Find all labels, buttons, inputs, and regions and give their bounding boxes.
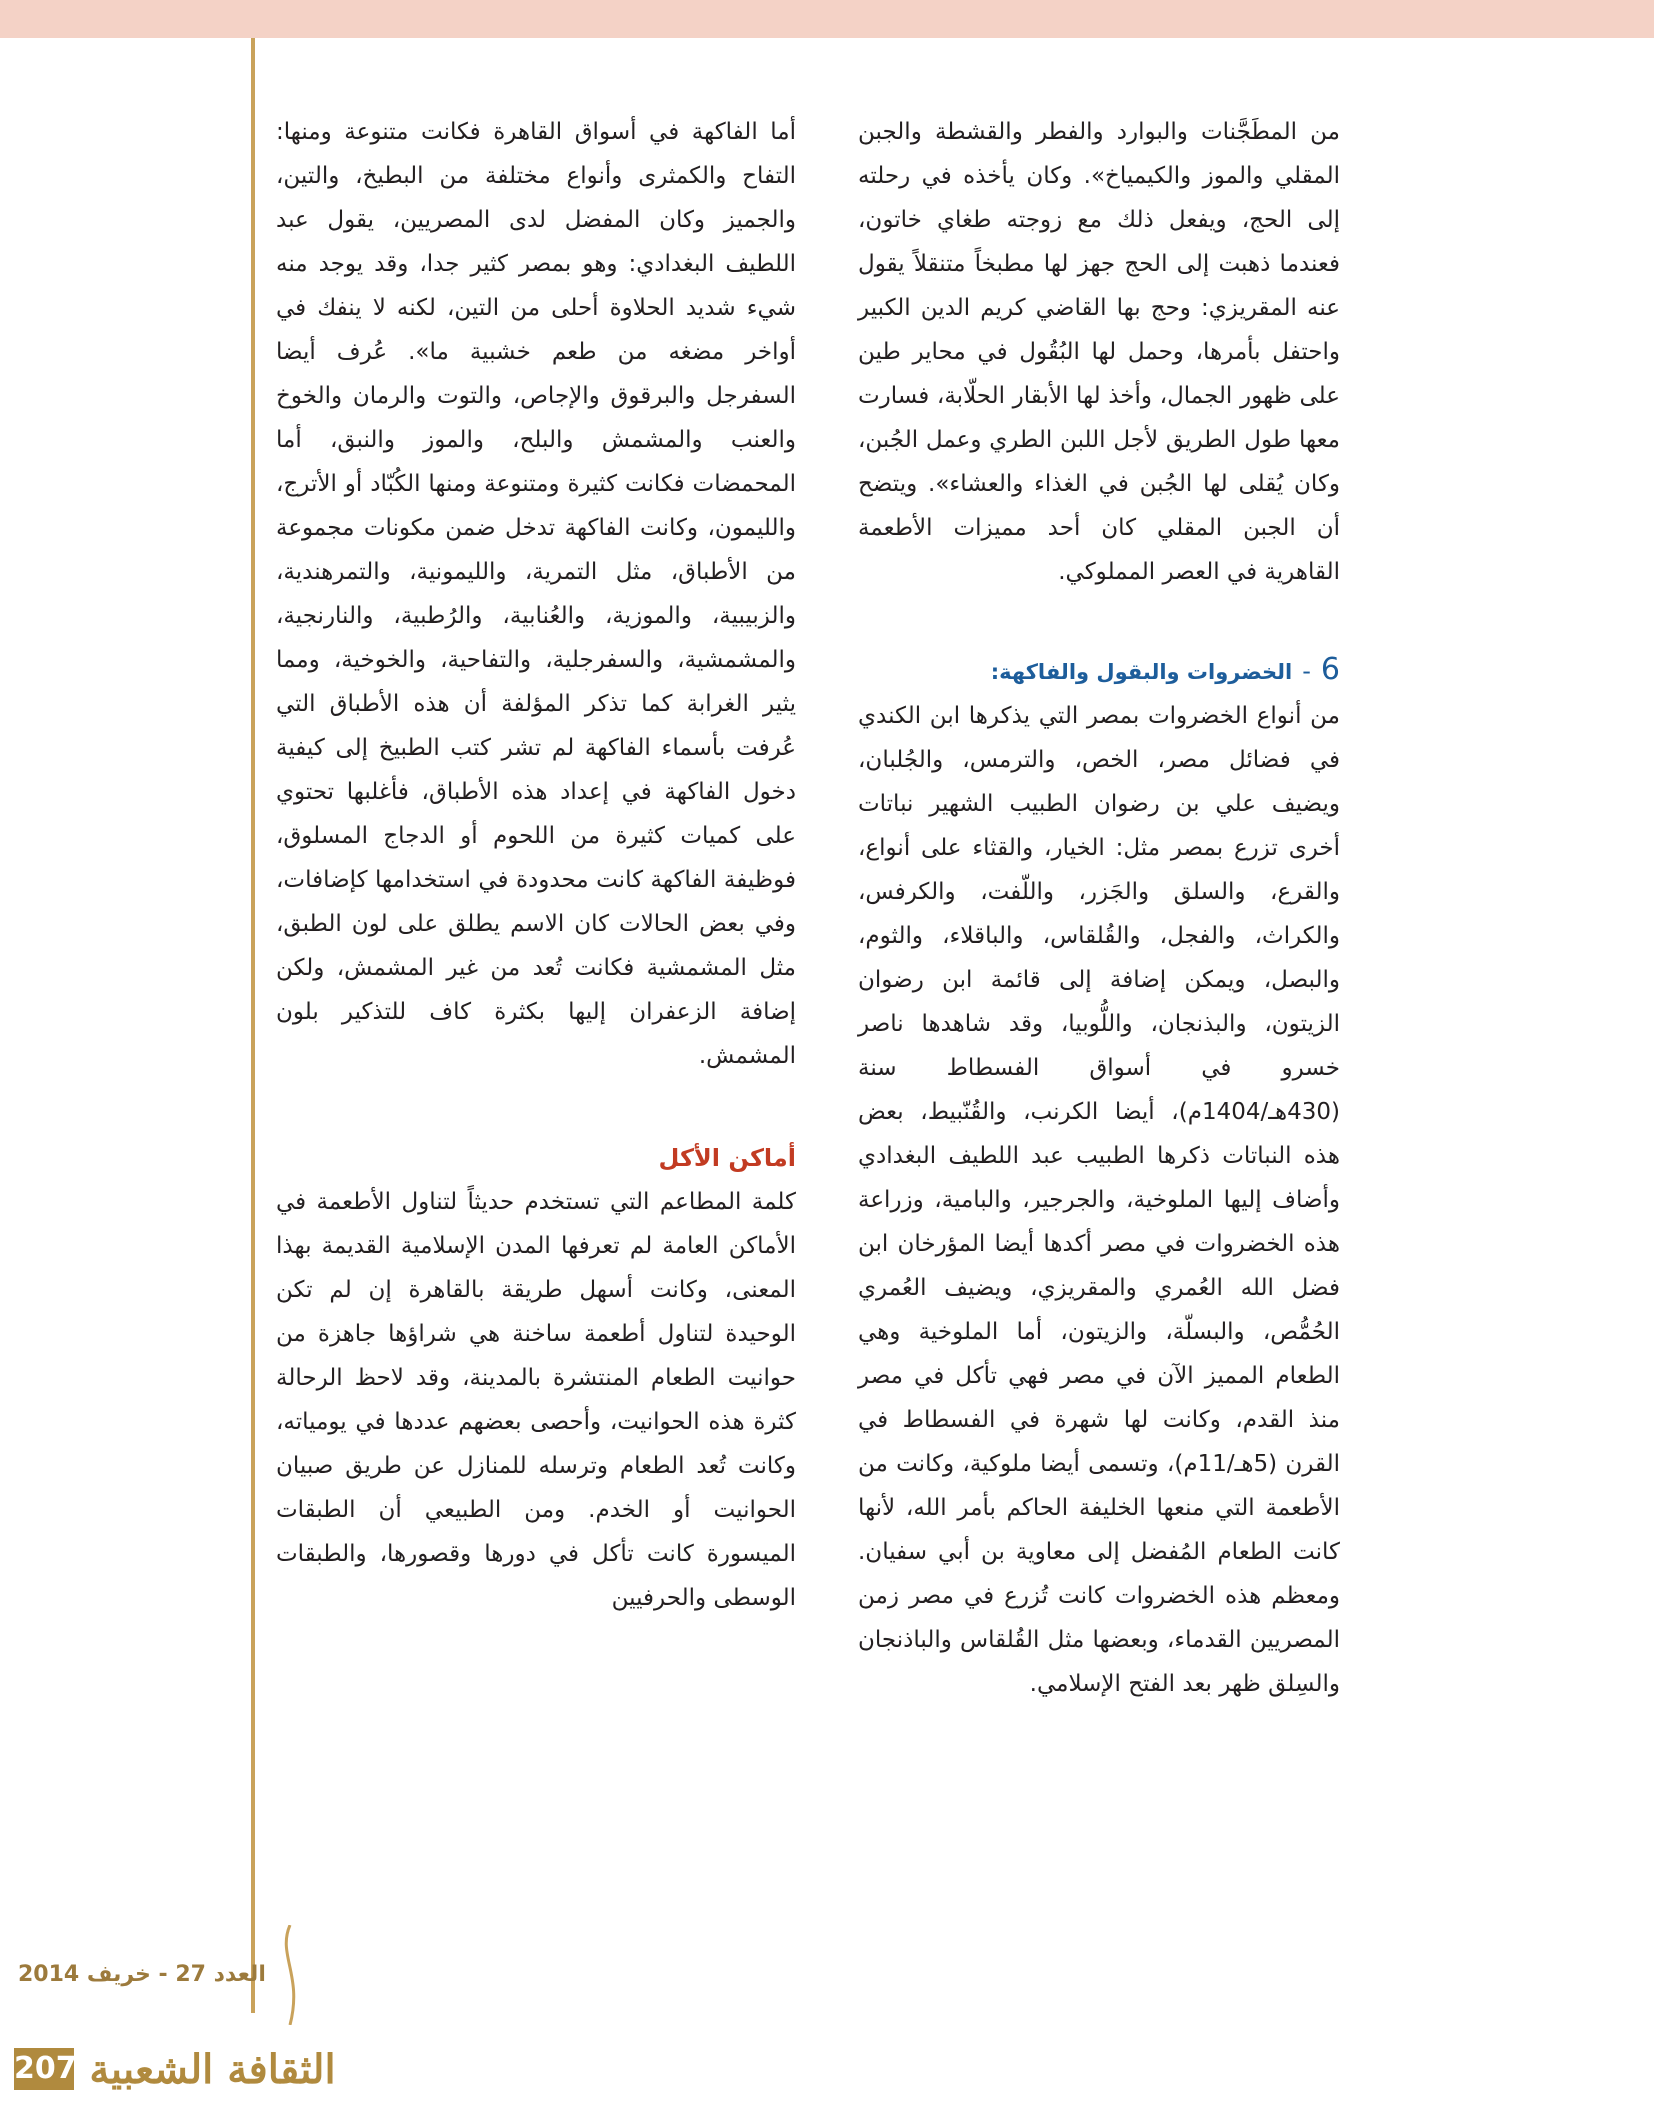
magazine-logo: الثقافة الشعبية [89,2046,336,2093]
margin-rule [251,38,255,2013]
section-dash: - [1302,657,1311,685]
section-title: الخضروات والبقول والفاكهة: [990,660,1293,684]
places-heading: أماكن الأكل [658,1144,796,1172]
right-paragraph-1: من المطَجَّنات والبوارد والفطر والقشطة والجبن المقلي والموز والكيمياخ». وكان يأخذه في رحلته إلى الحج، ويفعل ذلك مع زوجته طغاي خاتون، فعندما ذهبت إلى الحج جهز لها مطبخاً متنقلاً يقول عنه المقريزي: وحج بها القاضي كريم الدين الكبير واحتفل بأمرها، وحمل لها البُقُول في محاير طين على ظهور الجمال، وأخذ لها الأبقار الحلّابة، فسارت معها طول الطريق لأجل اللبن الطري وعمل الجُبن، وكان يُقلى لها الجُبن في الغذاء والعشاء». ويتضح أن الجبن المقلي كان أحد مميزات الأطعمة القاهرية في العصر المملوكي. [858,119,1340,585]
top-color-band [0,0,1654,38]
page-number: 207 [14,2048,74,2090]
issue-label: العدد 27 - خريف 2014 [18,1962,266,1987]
ornament-icon [275,1925,305,2025]
left-paragraph-1: أما الفاكهة في أسواق القاهرة فكانت متنوعة ومنها: التفاح والكمثرى وأنواع مختلفة من البطيخ، والتين، والجميز وكان المفضل لدى المصريين، يقول عبد اللطيف البغدادي: وهو بمصر كثير جدا، وقد يوجد منه شيء شديد الحلاوة أحلى من التين، لكنه لا ينفك في أواخر مضغه من طعم خشبية ما». عُرف أيضا السفرجل والبرقوق والإجاص، والتوت والرمان والخوخ والعنب والمشمش والبلح، والموز والنبق، أما المحمضات فكانت كثيرة ومتنوعة ومنها الكُبّاد أو الأترج، والليمون، وكانت الفاكهة تدخل ضمن مكونات مجموعة من الأطباق، مثل التمرية، والليمونية، والتمرهندية، والزبيبية، والموزية، والعُنابية، والرُطبية، والنارنجية، والمشمشية، والسفرجلية، والتفاحية، والخوخية، ومما يثير الغرابة كما تذكر المؤلفة أن هذه الأطباق التي عُرفت بأسماء الفاكهة لم تشر كتب الطبيخ إلى كيفية دخول الفاكهة في إعداد هذه الأطباق، فأغلبها تحتوي على كميات كثيرة من اللحوم أو الدجاج المسلوق، فوظيفة الفاكهة كانت محدودة في استخدامها كإضافات، وفي بعض الحالات كان الاسم يطلق على لون الطبق، مثل المشمشية فكانت تُعد من غير المشمش، ولكن إضافة الزعفران إليها بكثرة كاف للتذكير بلون المشمش. [276,119,796,1069]
left-column [276,110,796,1620]
right-column [858,110,1340,1706]
right-paragraph-2: من أنواع الخضروات بمصر التي يذكرها ابن الكندي في فضائل مصر، الخص، والترمس، والجُلبان، ويضيف علي بن رضوان الطبيب الشهير نباتات أخرى تزرع بمصر مثل: الخيار، والقثاء على أنواع، والقرع، والسلق والجَزر، واللّفت، والكرفس، والكراث، والفجل، والقُلقاس، والباقلاء، والثوم، والبصل، ويمكن إضافة إلى قائمة ابن رضوان الزيتون، والبذنجان، واللُّوبيا، وقد شاهدها ناصر خسرو في أسواق الفسطاط سنة (430هـ/1404م)، أيضا الكرنب، والقُنّبيط، بعض هذه النباتات ذكرها الطبيب عبد اللطيف البغدادي وأضاف إليها الملوخية، والجرجير، والبامية، وزراعة هذه الخضروات في مصر أكدها أيضا المؤرخان ابن فضل الله العُمري والمقريزي، ويضيف العُمري الحُمُّص، والبسلّة، والزيتون، أما الملوخية وهي الطعام المميز الآن في مصر فهي تأكل في مصر منذ القدم، وكانت لها شهرة في الفسطاط في القرن (5هـ/11م)، وتسمى أيضا ملوكية، وكانت من الأطعمة التي منعها الخليفة الحاكم بأمر الله، لأنها كانت الطعام المُفضل إلى معاوية بن أبي سفيان. ومعظم هذه الخضروات كانت تُزرع في مصر زمن المصريين القدماء، وبعضها مثل القُلقاس والباذنجان والسِلق ظهر بعد الفتح الإسلامي. [858,703,1340,1697]
left-paragraph-2: كلمة المطاعم التي تستخدم حديثاً لتناول الأطعمة في الأماكن العامة لم تعرفها المدن الإسلامية القديمة بهذا المعنى، وكانت أسهل طريقة بالقاهرة إن لم تكن الوحيدة لتناول أطعمة ساخنة هي شراؤها جاهزة من حوانيت الطعام المنتشرة بالمدينة، وقد لاحظ الرحالة كثرة هذه الحوانيت، وأحصى بعضهم عددها في يومياته، وكانت تُعد الطعام وترسله للمنازل عن طريق صبيان الحوانيت أو الخدم. ومن الطبيعي أن الطبقات الميسورة كانت تأكل في دورها وقصورها، والطبقات الوسطى والحرفيين [276,1189,796,1611]
section-number: 6 [1320,652,1340,687]
section-heading [858,648,1340,694]
